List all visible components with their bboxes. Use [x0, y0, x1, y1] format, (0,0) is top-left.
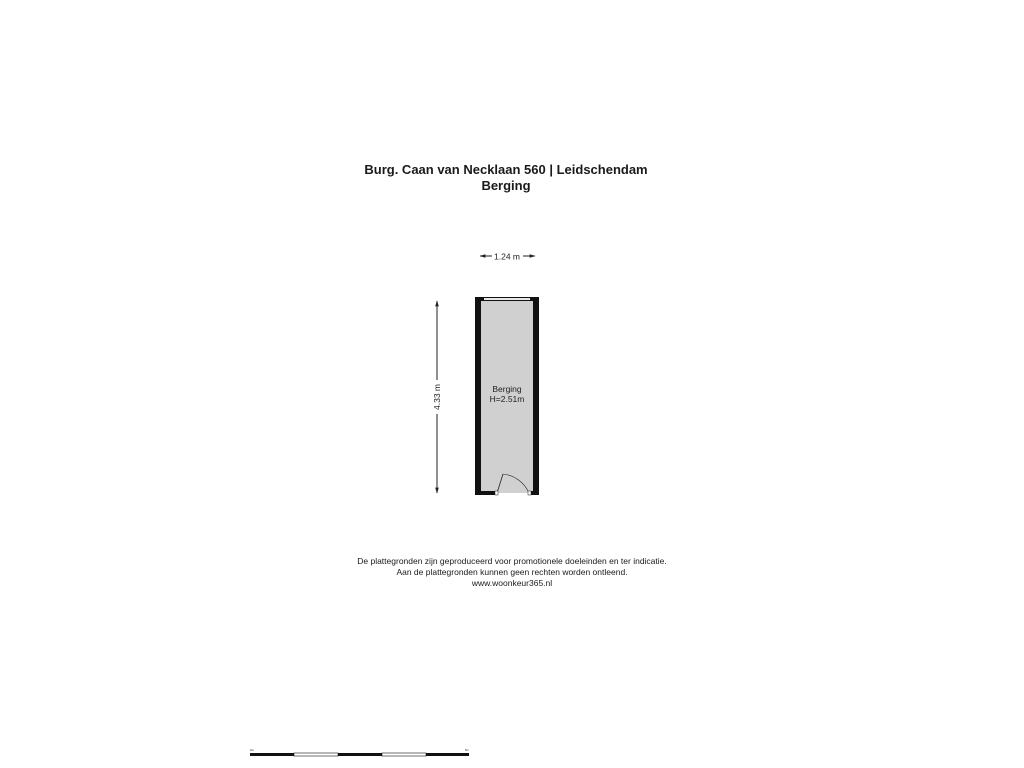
window-top: [484, 298, 530, 300]
room-name-label: Berging: [492, 384, 522, 394]
room-berging: [475, 297, 539, 495]
height-dimension: [432, 301, 442, 493]
wall-right: [533, 297, 539, 495]
floor-title: Berging: [481, 178, 531, 193]
website-link[interactable]: www.woonkeur365.nl: [471, 578, 553, 588]
disclaimer: [0, 556, 1024, 589]
room-height-label: H=2.51m: [489, 394, 525, 404]
disclaimer-line-1: De plattegronden zijn geproduceerd voor promotionele doeleinden en ter indicatie.: [357, 556, 667, 566]
scale-end-label: 5m: [464, 748, 469, 752]
scale-bar: [250, 748, 469, 756]
address-title: Burg. Caan van Necklaan 560 | Leidschendam: [364, 162, 648, 177]
wall-bottom-left: [475, 491, 497, 495]
wall-left: [475, 297, 481, 495]
width-dimension: [480, 252, 535, 262]
scale-start-label: 0m: [250, 748, 255, 752]
disclaimer-line-2: Aan de plattegronden kunnen geen rechten worden ontleend.: [396, 567, 628, 577]
width-label: 1.24 m: [494, 251, 520, 262]
height-label: 4.33 m: [432, 384, 442, 410]
